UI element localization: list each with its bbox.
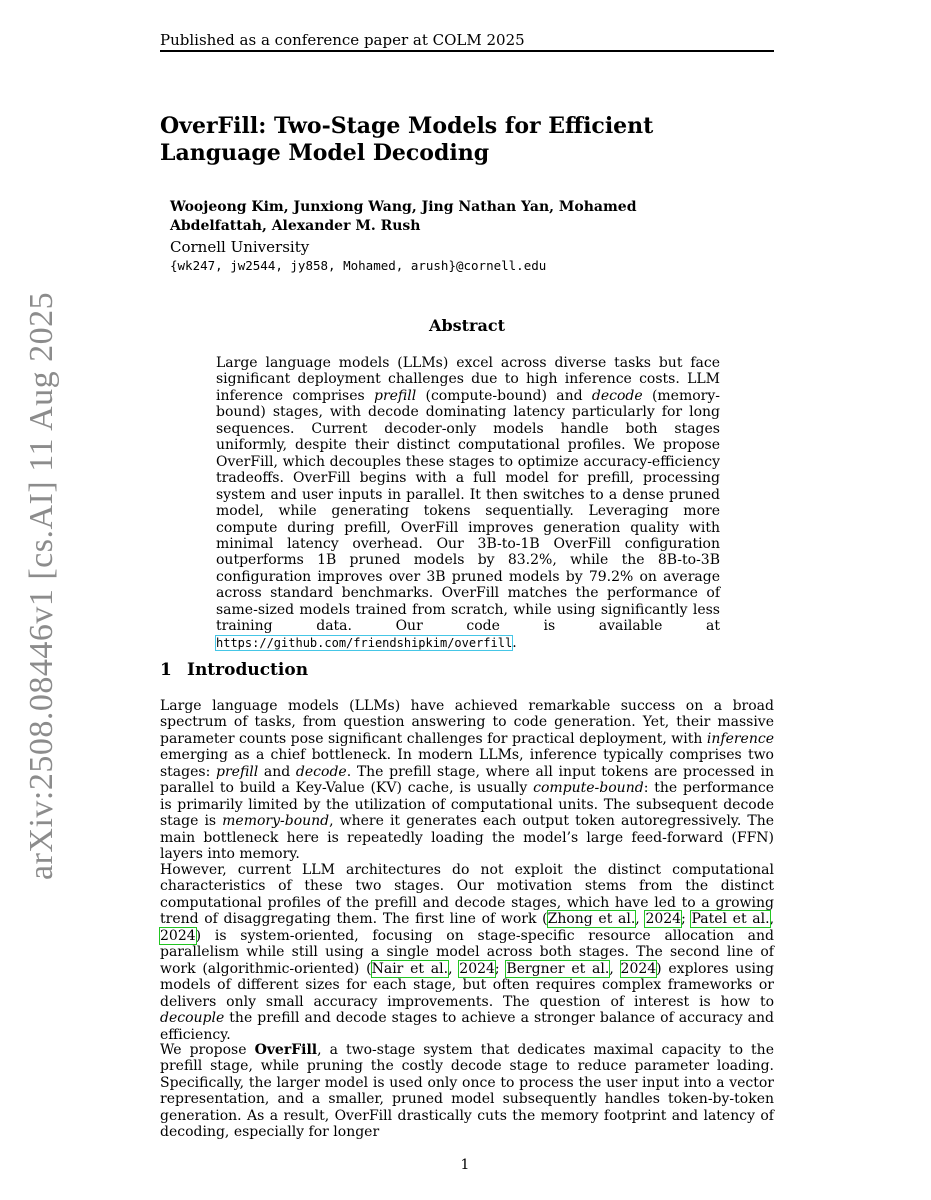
page-number: 1 — [460, 1157, 470, 1173]
emphasis-term: prefill — [216, 763, 259, 780]
paragraph-text: ) is system-oriented, focusing on stage-specific resource allocation and parallelism while still using a single model across both stages. The second line of work (algorithmic-oriented) ( — [160, 927, 774, 977]
citation-link-zhong-year[interactable]: 2024 — [645, 911, 682, 928]
abstract-heading: Abstract — [429, 316, 505, 335]
citation-link-nair[interactable]: Nair et al. — [371, 960, 449, 977]
running-header: Published as a conference paper at COLM 2025 — [160, 31, 525, 49]
paragraph-text: . The prefill stage, where all input tokens are processed in parallel to build a Key-Value (KV) cache, is usually — [160, 763, 774, 797]
abstract-text-part: . — [512, 634, 517, 651]
emphasis-term: decode — [295, 763, 347, 780]
affiliation: Cornell University — [170, 238, 310, 256]
abstract-text-part: (memory-bound) stages, with decode dominating latency particularly for long sequences. Current decoder-only models handle both stages uniformly, despite their distinct computational profiles. We propose OverFill, which decouples these stages to optimize accuracy-efficiency tradeoffs. OverFill begins with a full model for prefill, processing system and user inputs in parallel. It then switches to a dense pruned model, while generating tokens sequentially. Leveraging more compute during prefill, OverFill improves generation quality with minimal latency overhead. Our 3B-to-1B OverFill configuration outperforms 1B pruned models by 83.2%, while the 8B-to-3B configuration improves over 3B pruned models by 79.2% on average across standard benchmarks. OverFill matches the performance of same-sized models trained from scratch, while using significantly less training data. Our code is available at — [216, 387, 721, 635]
section-number: 1 — [160, 660, 172, 680]
abstract-text-part: (compute-bound) and — [416, 387, 592, 404]
section-heading-introduction — [160, 659, 308, 681]
paragraph-text: Large language models (LLMs) have achieved remarkable success on a broad spectrum of tasks, from question answering to code generation. Yet, their massive parameter counts pose significant challenges for practical deployment, with — [160, 698, 774, 747]
abstract-text-part: Large language models (LLMs) excel across diverse tasks but face significant deployment challenges due to high inference costs. LLM inference comprises — [216, 355, 720, 404]
system-name-overfill: OverFill — [254, 1042, 318, 1058]
citation-separator: ; — [494, 960, 507, 977]
paragraph-text: , a two-stage system that dedicates maximal capacity to the prefill stage, while pruning the costly decode stage to reduce parameter loading. Specifically, the larger model is used only once to process the user input into a vector representation, and a smaller, pruned model subsequently handles token-by-token generation. As a result, OverFill drastically cuts the memory footprint and latency of decoding, especially for longer — [160, 1042, 774, 1141]
intro-paragraph-3 — [160, 1042, 774, 1141]
arxiv-identifier-stamp — [22, 291, 62, 880]
citation-separator: , — [448, 960, 460, 977]
emphasis-term: compute-bound — [533, 780, 644, 797]
author-emails: {wk247, jw2544, jy858, Mohamed, arush}@cornell.edu — [170, 258, 547, 273]
paragraph-text: , where it generates each output token autoregressively. The main bottleneck here is repeatedly loading the model’s large feed-forward (FFN) layers into memory. — [160, 813, 774, 863]
citation-separator: , — [609, 960, 621, 977]
paragraph-text: and — [258, 763, 296, 780]
citation-separator: , — [769, 911, 775, 928]
citation-separator: , — [635, 911, 646, 928]
citation-link-bergner[interactable]: Bergner et al. — [506, 960, 610, 977]
paragraph-text: emerging as a chief bottleneck. In modern LLMs, inference typically comprises two stages: — [160, 747, 774, 780]
intro-paragraph-1 — [160, 698, 774, 863]
code-repository-link[interactable]: https://github.com/friendshipkim/overfill — [216, 635, 513, 650]
citation-link-nair-year[interactable]: 2024 — [459, 960, 495, 977]
paper-title: OverFill: Two-Stage Models for Efficient Language Model Decoding — [160, 113, 654, 166]
citation-separator: ; — [681, 911, 692, 928]
citation-link-patel[interactable]: Patel et al. — [691, 911, 770, 928]
term-decode: decode — [591, 387, 643, 404]
paragraph-text: However, current LLM architectures do not exploit the distinct computational characteristics of these two stages. Our motivation stems from the distinct computational profiles of the prefill and decode stages, which have led to a growing trend of disaggregating them. The first line of work ( — [160, 862, 774, 928]
arxiv-id-text: arXiv:2508.08446v1 [cs.AI] 11 Aug 2025 — [23, 291, 60, 880]
abstract-text — [216, 355, 720, 651]
emphasis-term: decouple — [160, 1010, 225, 1027]
author-list: Woojeong Kim, Junxiong Wang, Jing Nathan Yan, Mohamed Abdelfattah, Alexander M. Rush — [170, 199, 637, 234]
intro-paragraph-2 — [160, 862, 774, 1043]
citation-link-zhong[interactable]: Zhong et al. — [547, 911, 636, 928]
citation-link-patel-year[interactable]: 2024 — [160, 927, 196, 944]
term-prefill: prefill — [373, 387, 417, 404]
citation-link-bergner-year[interactable]: 2024 — [620, 960, 657, 977]
paragraph-text: the prefill and decode stages to achieve a stronger balance of accuracy and efficiency. — [160, 1010, 774, 1043]
section-title-text: Introduction — [187, 660, 309, 680]
emphasis-term: inference — [706, 730, 774, 747]
header-rule — [160, 50, 774, 52]
paragraph-text: : the performance is primarily limited by the utilization of computational units. The subsequent decode stage is — [160, 780, 774, 830]
paragraph-text: We propose — [160, 1042, 255, 1058]
emphasis-term: memory-bound — [222, 813, 330, 830]
paragraph-text: ) explores using models of different sizes for each stage, but often requires complex frameworks or delivers only small accuracy improvements. The question of interest is how to — [160, 960, 775, 1010]
